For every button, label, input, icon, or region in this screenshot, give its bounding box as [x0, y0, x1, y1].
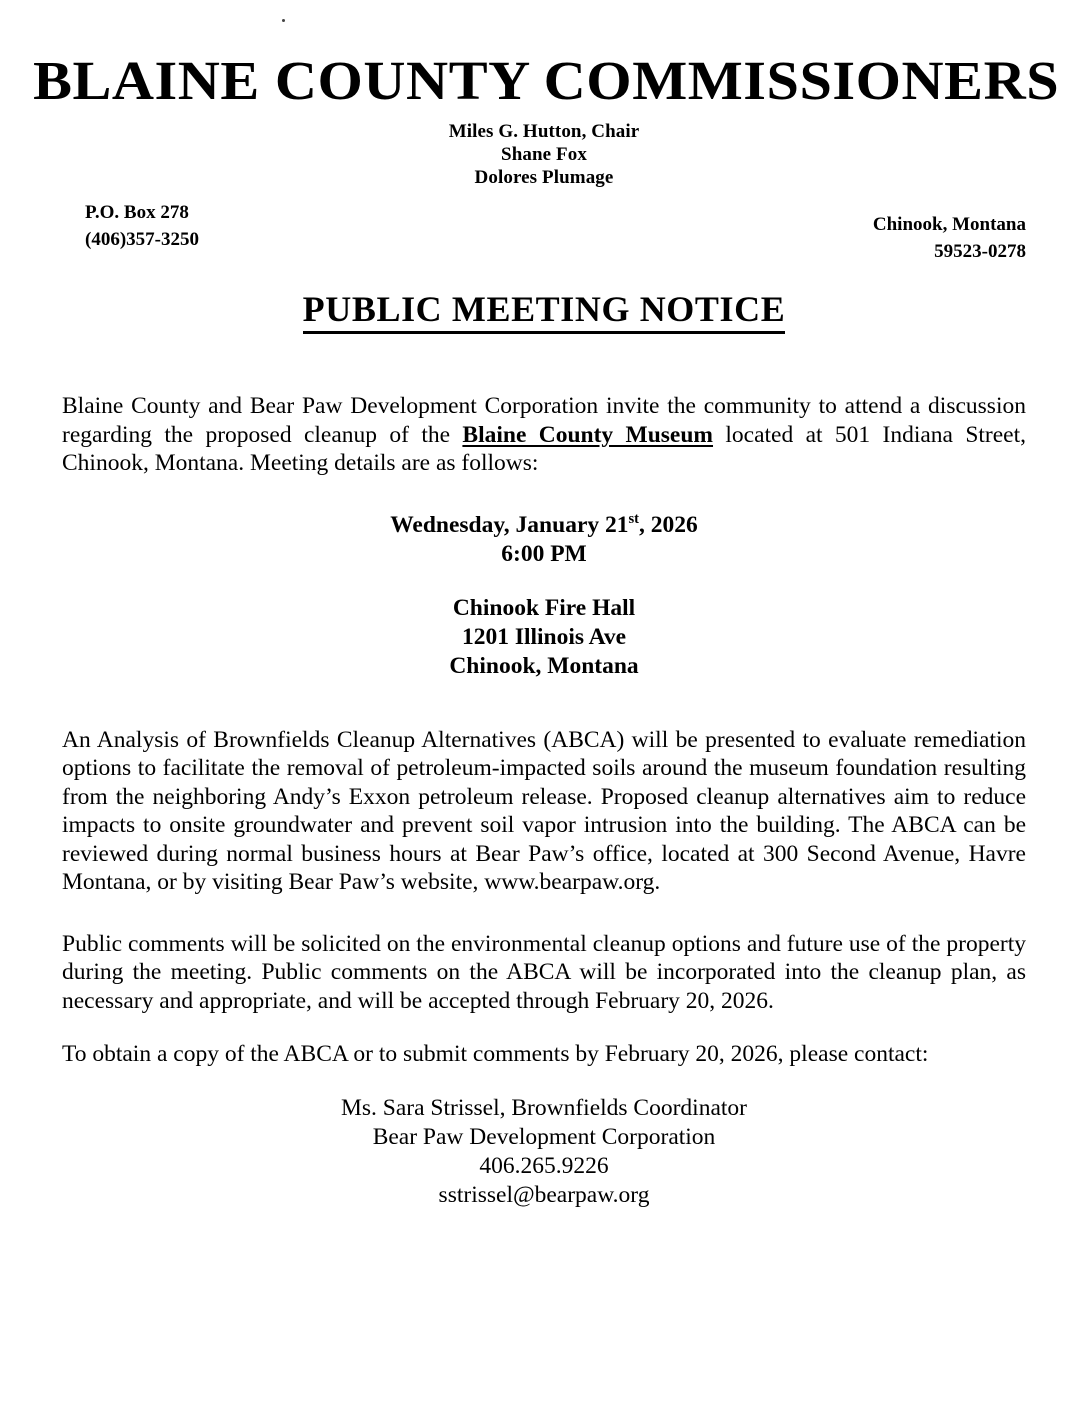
contact-details-block: [62, 1094, 1026, 1210]
phone-line: (406)357-3250: [85, 229, 199, 250]
spacer: [62, 569, 1026, 594]
contact-name-title: Ms. Sara Strissel, Brownfields Coordinator: [341, 1094, 747, 1121]
abca-paragraph: An Analysis of Brownfields Cleanup Alternatives (ABCA) will be presented to evaluate remediation options to facilitate the removal of petroleum-impacted soils around the museum foundation resulting from the neighboring Andy’s Exxon petroleum release. Proposed cleanup alternatives aim to reduce impacts to onsite groundwater and prevent soil vapor intrusion into the building. The ABCA can be reviewed during normal business hours at Bear Paw’s office, located at 300 Second Avenue, Havre Montana, or by visiting Bear Paw’s website, www.bearpaw.org.: [62, 726, 1026, 895]
contact-organization: Bear Paw Development Corporation: [372, 1123, 716, 1150]
commissioner-name-chair: Miles G. Hutton, Chair: [448, 121, 640, 142]
contact-intro-paragraph: To obtain a copy of the ABCA or to submit comments by February 20, 2026, please contact:: [62, 1041, 929, 1067]
contact-phone: 406.265.9226: [479, 1152, 609, 1179]
spacer: [62, 478, 1026, 511]
city-state-block: [873, 211, 1026, 265]
notice-heading-wrapper: [62, 288, 1026, 334]
intro-text-after: located at 501 Indiana Street, Chinook, Montana. Meeting details are as follows:: [62, 421, 1027, 476]
venue-street-line: 1201 Illinois Ave: [461, 623, 627, 650]
museum-name-highlight: Blaine County Museum: [462, 421, 714, 448]
mailing-address-block: [85, 199, 199, 253]
commissioner-name-3: Dolores Plumage: [474, 167, 614, 188]
venue-city-state-line: Chinook, Montana: [449, 652, 639, 679]
public-comments-paragraph: Public comments will be solicited on the environmental cleanup options and future use of the property during the meeting. Public comments on the ABCA will be incorporated into the cleanup plan, as necessary and appropriate, and will be accepted through February 20, 2026.: [62, 930, 1026, 1014]
spacer: [62, 897, 1026, 930]
spacer: [62, 681, 1026, 726]
meeting-datetime-block: [62, 511, 1026, 569]
meeting-date-suffix: , 2026: [639, 511, 698, 538]
page-title: PUBLIC MEETING NOTICE: [303, 288, 786, 334]
scan-speck: [282, 19, 285, 22]
spacer: [62, 1069, 1026, 1094]
meeting-venue-block: [62, 594, 1026, 681]
meeting-date-prefix: Wednesday, January 21: [390, 511, 629, 538]
intro-paragraph: [62, 392, 1026, 478]
city-state-line: Chinook, Montana: [872, 214, 1026, 235]
contact-email: sstrissel@bearpaw.org: [438, 1181, 650, 1208]
intro-text-before: Blaine County and Bear Paw Development Corporation invite the community to attend a discussion regarding the proposed cleanup of the: [62, 393, 1026, 448]
commissioner-name-2: Shane Fox: [501, 144, 587, 165]
document-body: [62, 392, 1026, 1210]
venue-name-line: Chinook Fire Hall: [452, 594, 636, 621]
meeting-date-line: [62, 511, 1026, 540]
meeting-time-line: 6:00 PM: [501, 540, 587, 567]
letterhead: [33, 50, 1060, 262]
zip-code-line: 59523-0278: [934, 241, 1026, 262]
organization-title: BLAINE COUNTY COMMISSIONERS: [33, 50, 1060, 111]
meeting-date-ordinal: st: [628, 510, 640, 527]
spacer: [62, 1015, 1026, 1040]
commissioner-list: [62, 120, 1026, 189]
letterhead-address-row: [62, 199, 1026, 262]
po-box-line: P.O. Box 278: [85, 202, 189, 223]
